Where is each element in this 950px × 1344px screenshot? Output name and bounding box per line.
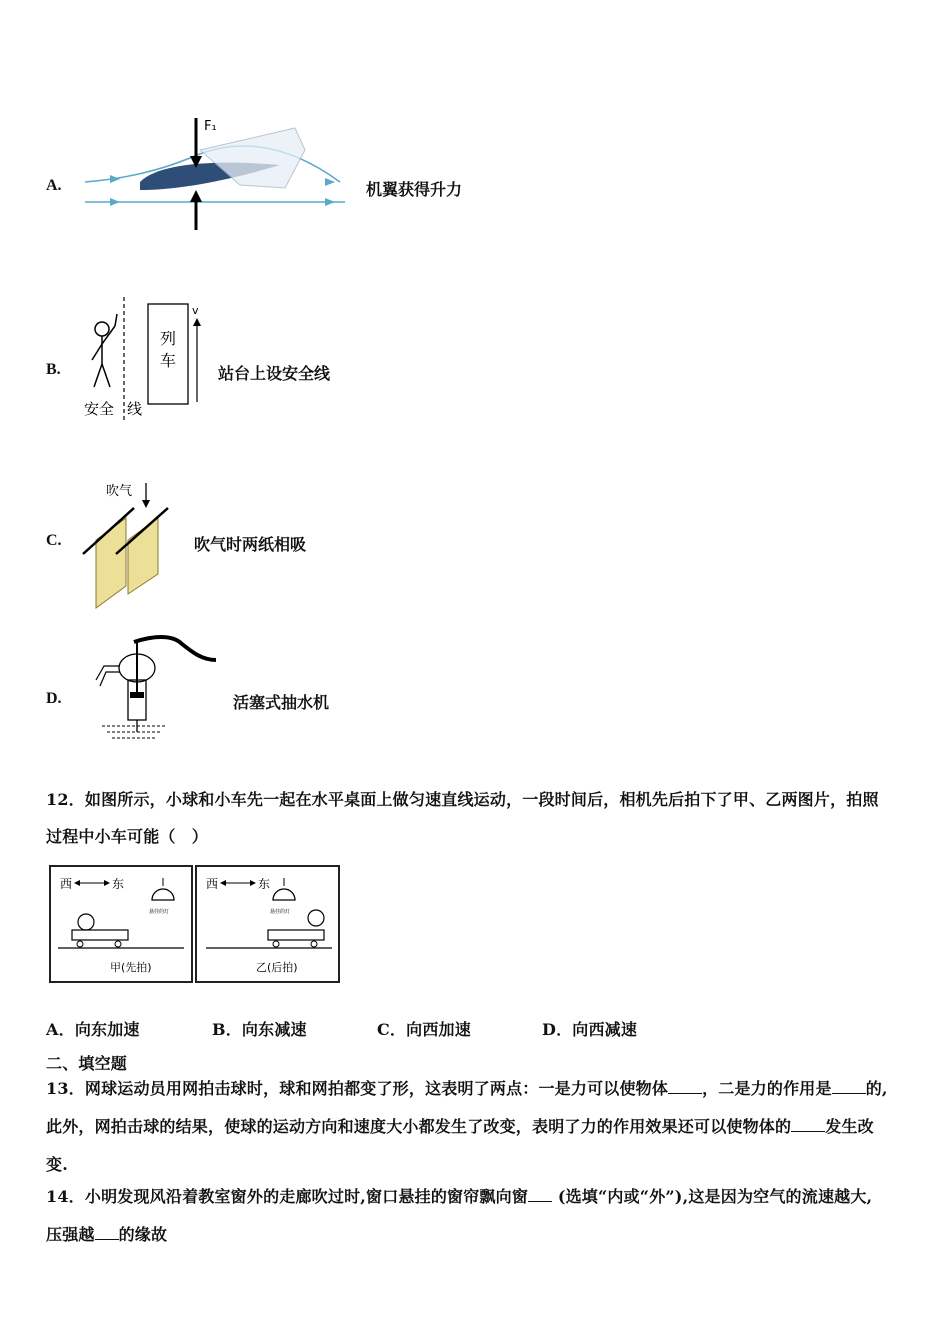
photo-jia xyxy=(50,866,192,982)
q13-line1 xyxy=(46,1076,888,1099)
blow-label: 吹气 xyxy=(106,484,133,499)
q13-blank-1[interactable] xyxy=(668,1079,702,1094)
q14-text-2: (选填“内或“外”),这是因为空气的流速越大, xyxy=(552,1187,873,1206)
airflow-arrow-3 xyxy=(110,198,120,206)
airfoil-figure xyxy=(80,110,360,235)
q13-text-2: ，二是力的作用是 xyxy=(702,1079,832,1098)
q14-line2 xyxy=(46,1222,167,1245)
q13-text-4: 此外，网拍击球的结果，使球的运动方向和速度大小都发生了改变，表明了力的作用效果还可以使物体的 xyxy=(46,1117,792,1136)
jia-caption: 甲(先拍) xyxy=(110,961,152,974)
q14-blank-2[interactable] xyxy=(95,1225,119,1240)
q13-text-1: 13．网球运动员用网拍击球时，球和网拍都变了形，这表明了两点：一是力可以使物体 xyxy=(46,1079,669,1098)
q12-choice-c: C．向西加速 xyxy=(377,1020,471,1039)
option-d-letter: D. xyxy=(46,690,62,707)
option-d-caption: 活塞式抽水机 xyxy=(233,693,330,712)
airflow-arrow-1 xyxy=(110,175,120,183)
yi-east-label: 东 xyxy=(258,877,271,891)
q12-choice-a: A．向东加速 xyxy=(46,1020,140,1039)
q12-figure xyxy=(48,864,343,986)
q13-line2 xyxy=(46,1114,874,1137)
option-c-caption: 吹气时两纸相吸 xyxy=(194,535,307,554)
q14-text-4: 的缘故 xyxy=(118,1225,168,1244)
photo-yi xyxy=(196,866,339,982)
q13-text-5: 发生改 xyxy=(825,1117,874,1136)
train-label-top: 列 xyxy=(160,329,177,348)
q12-line1: 12．如图所示，小球和小车先一起在水平桌面上做匀速直线运动，一段时间后，相机先后拍下了甲、乙两图片，拍照 xyxy=(46,790,879,809)
q14-text-1: 14．小明发现风沿着教室窗外的走廊吹过时,窗口悬挂的窗帘飘向窗 xyxy=(46,1187,529,1206)
piston-pump-figure xyxy=(82,630,222,745)
jia-west-label: 西 xyxy=(60,877,73,891)
option-b-caption: 站台上设安全线 xyxy=(218,364,331,383)
q12-choice-d: D．向西减速 xyxy=(542,1020,638,1039)
stick-figure xyxy=(92,314,117,387)
option-a-letter: A. xyxy=(46,177,62,194)
section-title: 二、填空题 xyxy=(46,1054,128,1073)
spout xyxy=(96,666,120,686)
q14-text-3: 压强越 xyxy=(46,1225,95,1244)
velocity-label: v xyxy=(192,304,199,317)
yi-caption: 乙(后拍) xyxy=(256,961,298,974)
q14-blank-1[interactable] xyxy=(528,1187,552,1202)
airflow-arrow-4 xyxy=(325,198,335,206)
q13-blank-3[interactable] xyxy=(791,1117,825,1132)
two-papers-figure xyxy=(78,478,188,613)
pump-piston xyxy=(130,692,144,698)
safety-label-right: 线 xyxy=(127,400,143,418)
q12-choice-b: B．向东减速 xyxy=(212,1020,307,1039)
airflow-arrow-2 xyxy=(325,178,335,186)
train-label-bottom: 车 xyxy=(160,351,177,370)
q12-line2: 过程中小车可能（ ） xyxy=(46,827,209,846)
yi-lamp-label: 悬挂的灯 xyxy=(270,909,291,915)
safety-line-figure xyxy=(80,292,215,427)
option-a-caption: 机翼获得升力 xyxy=(366,180,463,199)
q14-line1 xyxy=(46,1184,872,1207)
force-label: F₁ xyxy=(204,119,217,134)
jia-east-label: 东 xyxy=(112,877,125,891)
q13-line3: 变. xyxy=(46,1155,68,1174)
option-b-letter: B. xyxy=(46,361,61,378)
q13-blank-2[interactable] xyxy=(832,1079,866,1094)
yi-west-label: 西 xyxy=(206,877,219,891)
q13-text-3: 的, xyxy=(865,1079,888,1098)
option-c-letter: C. xyxy=(46,532,62,549)
jia-lamp-label: 悬挂的灯 xyxy=(149,909,170,915)
safety-label-left: 安全 xyxy=(84,400,115,418)
paper-left xyxy=(96,518,126,608)
